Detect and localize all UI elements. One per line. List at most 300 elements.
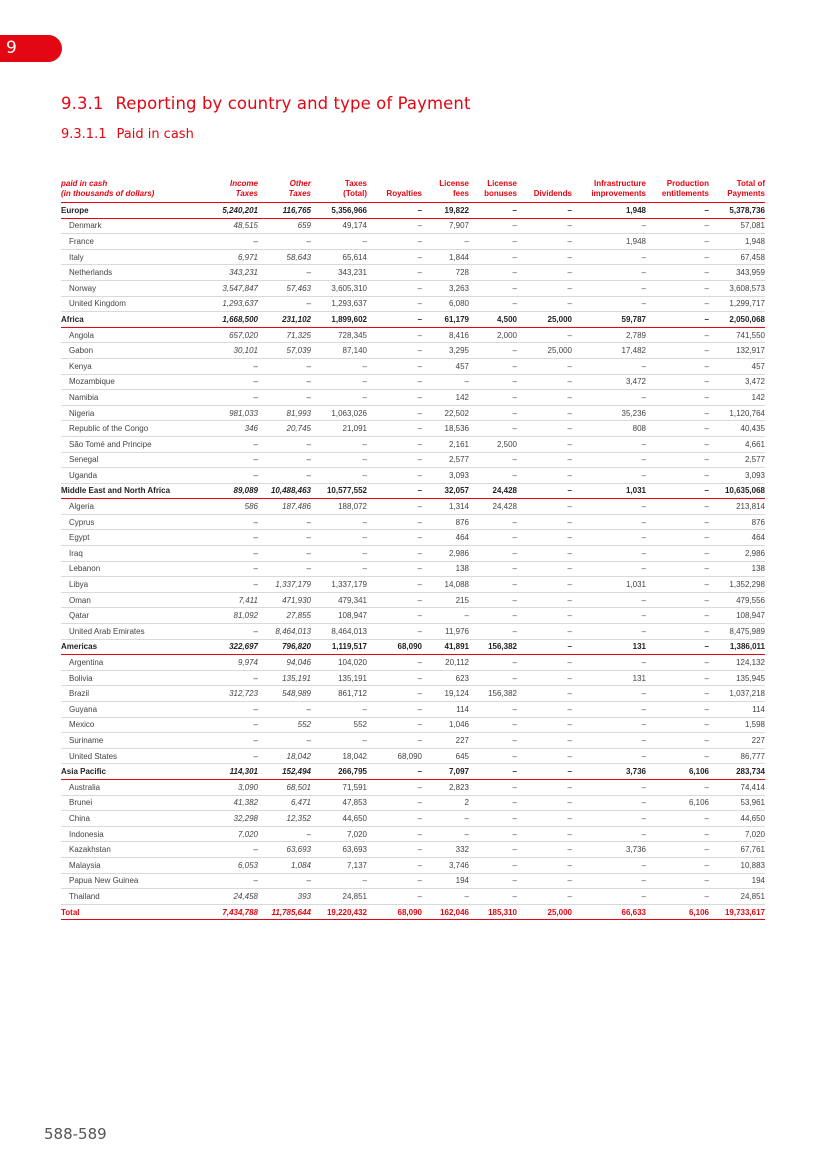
region-row: [61, 312, 765, 328]
row-label: Oman: [61, 592, 203, 608]
table-cell: –: [572, 546, 646, 562]
table-cell: –: [422, 608, 469, 624]
table-cell: 1,293,637: [203, 296, 258, 312]
table-cell: 623: [422, 670, 469, 686]
table-cell: 552: [258, 717, 311, 733]
table-cell: –: [572, 857, 646, 873]
table-cell: –: [517, 280, 572, 296]
table-cell: –: [203, 468, 258, 484]
table-cell: 135,945: [709, 670, 765, 686]
table-cell: 32,057: [422, 483, 469, 499]
table-cell: 1,844: [422, 249, 469, 265]
table-cell: –: [646, 452, 709, 468]
table-cell: –: [203, 546, 258, 562]
table-cell: 266,795: [311, 764, 367, 780]
table-cell: 47,853: [311, 795, 367, 811]
table-cell: –: [517, 327, 572, 343]
row-label: France: [61, 234, 203, 250]
table-cell: –: [258, 546, 311, 562]
row-label: United States: [61, 748, 203, 764]
row-label: Suriname: [61, 733, 203, 749]
table-cell: 116,765: [258, 203, 311, 219]
table-cell: –: [646, 280, 709, 296]
row-label: Gabon: [61, 343, 203, 359]
table-cell: 24,428: [469, 499, 517, 515]
table-cell: –: [367, 779, 422, 795]
column-header: [422, 179, 469, 203]
table-cell: –: [572, 296, 646, 312]
table-cell: 1,948: [709, 234, 765, 250]
table-cell: 18,042: [311, 748, 367, 764]
table-cell: –: [203, 842, 258, 858]
table-cell: 59,787: [572, 312, 646, 328]
table-cell: –: [311, 530, 367, 546]
table-row: [61, 608, 765, 624]
table-cell: 24,428: [469, 483, 517, 499]
table-cell: 1,031: [572, 483, 646, 499]
table-cell: 2,050,068: [709, 312, 765, 328]
table-cell: –: [646, 857, 709, 873]
region-row: [61, 639, 765, 655]
table-cell: 17,482: [572, 343, 646, 359]
table-cell: 3,093: [422, 468, 469, 484]
table-cell: 74,414: [709, 779, 765, 795]
table-cell: –: [517, 826, 572, 842]
table-cell: 3,608,573: [709, 280, 765, 296]
table-row: [61, 733, 765, 749]
column-header-line2: Dividends: [533, 189, 572, 198]
column-header-line2: Taxes: [288, 189, 311, 198]
table-row: [61, 795, 765, 811]
row-label: Cyprus: [61, 514, 203, 530]
table-cell: –: [469, 857, 517, 873]
table-cell: –: [203, 561, 258, 577]
table-cell: –: [469, 530, 517, 546]
table-cell: –: [572, 561, 646, 577]
table-cell: –: [367, 327, 422, 343]
table-cell: 3,263: [422, 280, 469, 296]
table-cell: 343,231: [203, 265, 258, 281]
table-cell: 2,577: [709, 452, 765, 468]
table-cell: 1,031: [572, 577, 646, 593]
table-cell: –: [258, 234, 311, 250]
table-row: [61, 249, 765, 265]
table-cell: –: [517, 889, 572, 905]
row-label: Mozambique: [61, 374, 203, 390]
table-cell: –: [517, 421, 572, 437]
table-cell: –: [469, 826, 517, 842]
region-row: [61, 483, 765, 499]
table-cell: –: [572, 218, 646, 234]
table-cell: –: [203, 670, 258, 686]
table-cell: –: [646, 530, 709, 546]
table-cell: 3,295: [422, 343, 469, 359]
row-label: United Kingdom: [61, 296, 203, 312]
table-cell: 7,411: [203, 592, 258, 608]
table-cell: 657,020: [203, 327, 258, 343]
table-cell: 89,089: [203, 483, 258, 499]
table-cell: –: [367, 218, 422, 234]
table-cell: 187,486: [258, 499, 311, 515]
table-cell: 142: [422, 390, 469, 406]
table-cell: 6,471: [258, 795, 311, 811]
row-label: Mexico: [61, 717, 203, 733]
table-cell: –: [469, 561, 517, 577]
table-cell: 24,851: [311, 889, 367, 905]
table-cell: –: [203, 577, 258, 593]
table-cell: –: [367, 374, 422, 390]
table-cell: –: [367, 280, 422, 296]
table-cell: 162,046: [422, 904, 469, 920]
row-label: Norway: [61, 280, 203, 296]
table-cell: 156,382: [469, 639, 517, 655]
row-label: Africa: [61, 312, 203, 328]
table-cell: 322,697: [203, 639, 258, 655]
table-row: [61, 592, 765, 608]
table-cell: –: [572, 826, 646, 842]
row-label: Italy: [61, 249, 203, 265]
table-cell: –: [469, 421, 517, 437]
row-label: Kazakhstan: [61, 842, 203, 858]
table-cell: –: [469, 390, 517, 406]
table-cell: –: [367, 624, 422, 640]
table-cell: –: [367, 577, 422, 593]
table-cell: –: [572, 530, 646, 546]
table-cell: –: [367, 795, 422, 811]
table-cell: 808: [572, 421, 646, 437]
table-cell: –: [469, 234, 517, 250]
table-cell: 6,106: [646, 764, 709, 780]
table-cell: 24,851: [709, 889, 765, 905]
table-cell: 3,746: [422, 857, 469, 873]
table-cell: 876: [709, 514, 765, 530]
table-cell: –: [258, 514, 311, 530]
table-cell: –: [646, 390, 709, 406]
table-row: [61, 826, 765, 842]
table-row: [61, 530, 765, 546]
table-cell: –: [517, 203, 572, 219]
table-cell: 94,046: [258, 655, 311, 671]
table-cell: 8,464,013: [258, 624, 311, 640]
row-label: Qatar: [61, 608, 203, 624]
table-cell: –: [646, 436, 709, 452]
table-cell: 796,820: [258, 639, 311, 655]
table-cell: –: [517, 249, 572, 265]
table-cell: –: [646, 624, 709, 640]
table-cell: 231,102: [258, 312, 311, 328]
table-cell: –: [469, 717, 517, 733]
table-cell: –: [646, 514, 709, 530]
table-cell: –: [367, 733, 422, 749]
table-cell: –: [469, 577, 517, 593]
column-header-line2: (Total): [343, 189, 367, 198]
table-cell: 11,785,644: [258, 904, 311, 920]
table-cell: –: [572, 592, 646, 608]
table-cell: –: [367, 546, 422, 562]
table-cell: –: [311, 234, 367, 250]
row-label: Malaysia: [61, 857, 203, 873]
table-cell: 1,120,764: [709, 405, 765, 421]
table-cell: 457: [709, 358, 765, 374]
table-cell: 11,976: [422, 624, 469, 640]
table-cell: 48,515: [203, 218, 258, 234]
region-row: [61, 764, 765, 780]
table-cell: –: [469, 218, 517, 234]
table-cell: –: [367, 686, 422, 702]
column-header-line1: License: [487, 179, 517, 188]
table-cell: 25,000: [517, 312, 572, 328]
table-cell: 728,345: [311, 327, 367, 343]
table-cell: 35,236: [572, 405, 646, 421]
table-cell: –: [572, 795, 646, 811]
table-cell: –: [258, 358, 311, 374]
table-cell: –: [367, 452, 422, 468]
table-cell: 5,240,201: [203, 203, 258, 219]
table-cell: 1,352,298: [709, 577, 765, 593]
table-cell: –: [203, 530, 258, 546]
table-row: [61, 436, 765, 452]
table-header: [61, 179, 765, 203]
table-row: [61, 561, 765, 577]
table-cell: –: [311, 436, 367, 452]
table-cell: –: [572, 514, 646, 530]
row-label: Total: [61, 904, 203, 920]
table-cell: 188,072: [311, 499, 367, 515]
table-cell: 135,191: [311, 670, 367, 686]
row-label: Europe: [61, 203, 203, 219]
table-cell: –: [517, 374, 572, 390]
table-cell: 728: [422, 265, 469, 281]
table-cell: 213,814: [709, 499, 765, 515]
column-header-line1: Taxes: [344, 179, 367, 188]
table-cell: –: [469, 452, 517, 468]
table-cell: 343,959: [709, 265, 765, 281]
table-cell: 6,106: [646, 904, 709, 920]
table-cell: 1,668,500: [203, 312, 258, 328]
table-cell: –: [646, 577, 709, 593]
table-cell: –: [469, 748, 517, 764]
table-cell: –: [258, 873, 311, 889]
table-cell: –: [646, 327, 709, 343]
column-header-line1: Total of: [736, 179, 765, 188]
table-cell: –: [469, 873, 517, 889]
table-cell: –: [646, 405, 709, 421]
table-cell: –: [646, 499, 709, 515]
table-cell: 227: [709, 733, 765, 749]
table-cell: 343,231: [311, 265, 367, 281]
table-cell: –: [469, 592, 517, 608]
table-cell: –: [572, 686, 646, 702]
table-cell: 8,416: [422, 327, 469, 343]
table-cell: 2,500: [469, 436, 517, 452]
row-label: Netherlands: [61, 265, 203, 281]
table-cell: 194: [422, 873, 469, 889]
row-label: Egypt: [61, 530, 203, 546]
table-cell: –: [646, 748, 709, 764]
column-header-line1: Production: [666, 179, 709, 188]
table-cell: –: [422, 889, 469, 905]
table-cell: –: [572, 811, 646, 827]
table-cell: –: [367, 436, 422, 452]
table-cell: 4,500: [469, 312, 517, 328]
table-cell: –: [311, 390, 367, 406]
header-first-cell: [61, 179, 203, 203]
table-cell: –: [469, 842, 517, 858]
table-cell: –: [646, 889, 709, 905]
table-cell: 479,556: [709, 592, 765, 608]
table-cell: –: [469, 546, 517, 562]
table-cell: –: [311, 358, 367, 374]
table-cell: 71,325: [258, 327, 311, 343]
table-cell: 312,723: [203, 686, 258, 702]
table-cell: –: [646, 312, 709, 328]
table-cell: 393: [258, 889, 311, 905]
table-cell: –: [572, 608, 646, 624]
table-cell: 6,053: [203, 857, 258, 873]
table-cell: –: [311, 561, 367, 577]
row-label: Thailand: [61, 889, 203, 905]
table-cell: –: [572, 655, 646, 671]
column-header-line2: bonuses: [484, 189, 517, 198]
table-cell: 81,993: [258, 405, 311, 421]
table-cell: –: [646, 296, 709, 312]
table-row: [61, 857, 765, 873]
table-cell: –: [367, 608, 422, 624]
table-cell: –: [517, 592, 572, 608]
table-cell: 1,948: [572, 234, 646, 250]
table-cell: –: [258, 296, 311, 312]
row-label: Asia Pacific: [61, 764, 203, 780]
table-cell: 1,293,637: [311, 296, 367, 312]
table-cell: –: [517, 530, 572, 546]
table-cell: –: [572, 499, 646, 515]
row-label: Angola: [61, 327, 203, 343]
table-cell: 185,310: [469, 904, 517, 920]
table-cell: 138: [709, 561, 765, 577]
table-cell: 3,547,847: [203, 280, 258, 296]
table-cell: 108,947: [709, 608, 765, 624]
table-cell: –: [311, 733, 367, 749]
table-cell: –: [311, 468, 367, 484]
table-cell: –: [367, 842, 422, 858]
row-label: Senegal: [61, 452, 203, 468]
table-cell: 1,899,602: [311, 312, 367, 328]
section-number: 9.3.1: [61, 94, 104, 113]
table-cell: –: [469, 889, 517, 905]
table-cell: 7,097: [422, 764, 469, 780]
table-cell: –: [367, 764, 422, 780]
table-cell: –: [646, 655, 709, 671]
table-cell: 19,124: [422, 686, 469, 702]
table-cell: –: [646, 779, 709, 795]
table-row: [61, 702, 765, 718]
table-row: [61, 873, 765, 889]
table-row: [61, 296, 765, 312]
table-cell: –: [367, 499, 422, 515]
table-cell: 3,472: [572, 374, 646, 390]
table-cell: –: [469, 265, 517, 281]
table-cell: –: [572, 779, 646, 795]
table-cell: –: [367, 265, 422, 281]
table-cell: 152,494: [258, 764, 311, 780]
table-cell: –: [203, 374, 258, 390]
table-cell: 21,091: [311, 421, 367, 437]
table-cell: –: [517, 670, 572, 686]
table-cell: –: [517, 514, 572, 530]
table-cell: 6,080: [422, 296, 469, 312]
table-cell: –: [203, 873, 258, 889]
table-cell: 63,693: [311, 842, 367, 858]
table-cell: –: [646, 811, 709, 827]
table-cell: –: [367, 483, 422, 499]
table-cell: –: [572, 717, 646, 733]
table-cell: –: [646, 608, 709, 624]
row-label: Guyana: [61, 702, 203, 718]
table-cell: –: [646, 203, 709, 219]
table-cell: –: [311, 702, 367, 718]
table-row: [61, 624, 765, 640]
table-cell: –: [517, 873, 572, 889]
table-cell: –: [367, 234, 422, 250]
table-cell: –: [646, 468, 709, 484]
table-cell: –: [367, 670, 422, 686]
table-cell: 7,907: [422, 218, 469, 234]
subsection-number: 9.3.1.1: [61, 127, 107, 142]
table-cell: 63,693: [258, 842, 311, 858]
table-cell: –: [258, 826, 311, 842]
table-cell: 12,352: [258, 811, 311, 827]
column-header-line1: Other: [289, 179, 311, 188]
table-row: [61, 390, 765, 406]
table-cell: –: [517, 733, 572, 749]
table-cell: –: [572, 624, 646, 640]
table-cell: –: [258, 374, 311, 390]
table-cell: 30,101: [203, 343, 258, 359]
row-label: Nigeria: [61, 405, 203, 421]
table-cell: 53,961: [709, 795, 765, 811]
table-cell: –: [646, 686, 709, 702]
row-label: Uganda: [61, 468, 203, 484]
table-cell: –: [517, 218, 572, 234]
table-cell: 104,020: [311, 655, 367, 671]
row-label: Algeria: [61, 499, 203, 515]
table-cell: –: [517, 748, 572, 764]
table-row: [61, 234, 765, 250]
table-row: [61, 577, 765, 593]
table-cell: 156,382: [469, 686, 517, 702]
table-cell: 57,039: [258, 343, 311, 359]
column-header-line2: Royalties: [386, 189, 422, 198]
column-header-line2: improvements: [591, 189, 646, 198]
table-row: [61, 546, 765, 562]
table-cell: –: [469, 203, 517, 219]
table-cell: 471,930: [258, 592, 311, 608]
table-cell: –: [517, 405, 572, 421]
table-cell: 876: [422, 514, 469, 530]
table-cell: 10,577,552: [311, 483, 367, 499]
table-cell: –: [367, 717, 422, 733]
table-cell: 7,020: [709, 826, 765, 842]
table-cell: 2,577: [422, 452, 469, 468]
table-cell: –: [517, 717, 572, 733]
table-cell: –: [469, 280, 517, 296]
column-header-line2: Taxes: [235, 189, 258, 198]
table-cell: –: [469, 296, 517, 312]
table-row: [61, 374, 765, 390]
table-cell: –: [203, 514, 258, 530]
table-cell: 7,020: [203, 826, 258, 842]
subsection-title: Paid in cash: [116, 127, 194, 142]
